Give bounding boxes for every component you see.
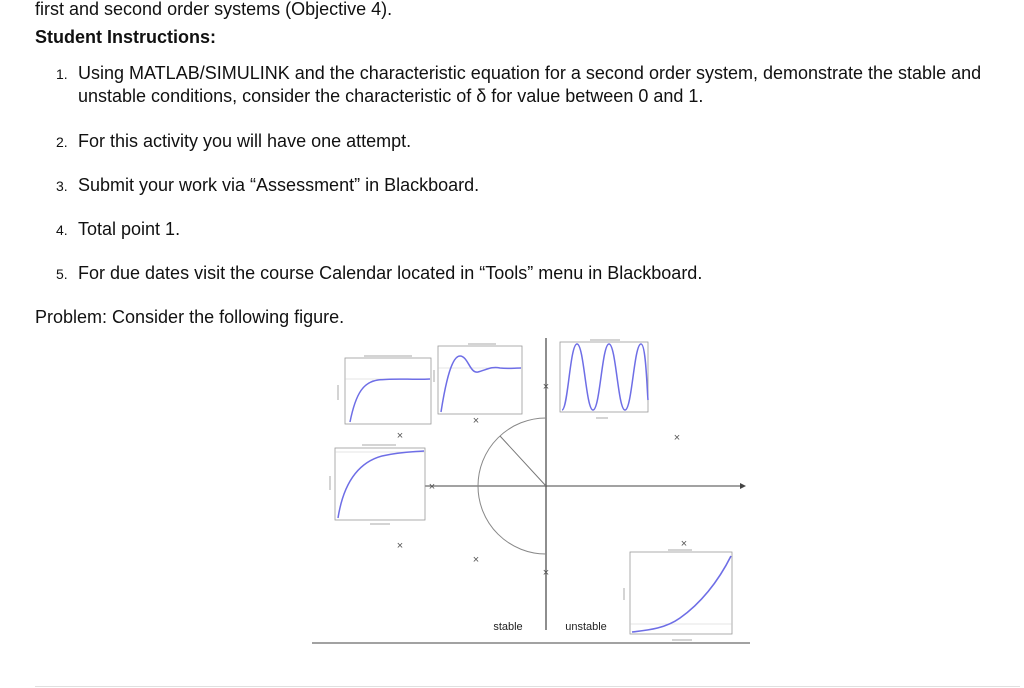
pole-marker: × [396,540,404,552]
student-instructions-heading: Student Instructions: [35,27,216,47]
pole-marker: × [542,567,550,579]
step-response-plot-5 [624,550,732,640]
instruction-text: Submit your work via “Assessment” in Blackboard. [78,175,480,195]
step-response-plot-2 [434,344,522,414]
instruction-text: Total point 1. [78,219,181,239]
stable-label: stable [493,621,523,633]
instruction-number: 5. [56,266,68,282]
step-response-plot-3 [560,340,648,418]
pole-marker: × [396,430,404,442]
pole-marker: × [472,415,480,427]
pole-marker: × [428,481,436,493]
instruction-number: 2. [56,134,68,150]
step-response-plot-1 [338,356,431,424]
intro-text: first and second order systems (Objective 4). [35,0,393,19]
instruction-text: For this activity you will have one attempt. [78,131,412,151]
pole-marker: × [542,381,550,393]
instruction-number: 1. [56,66,68,82]
real-axis-arrow [740,483,746,489]
unstable-label: unstable [565,621,607,633]
pole-marker: × [673,432,681,444]
problem-statement: Problem: Consider the following figure. [35,307,345,327]
instruction-number: 3. [56,178,68,194]
damping-angle-line [500,436,546,486]
instruction-text: Using MATLAB/SIMULINK and the characteristic equation for a second order system, demonstrate the stable and unstable conditions, consider the characteristic of δ for value between 0 and 1. [78,63,982,106]
step-response-plot-4 [330,445,425,524]
pole-marker: × [472,554,480,566]
bottom-divider [35,686,1020,687]
instruction-text: For due dates visit the course Calendar located in “Tools” menu in Blackboard. [78,263,703,283]
pole-zero-figure [300,330,760,655]
pole-marker: × [680,538,688,550]
instruction-number: 4. [56,222,68,238]
